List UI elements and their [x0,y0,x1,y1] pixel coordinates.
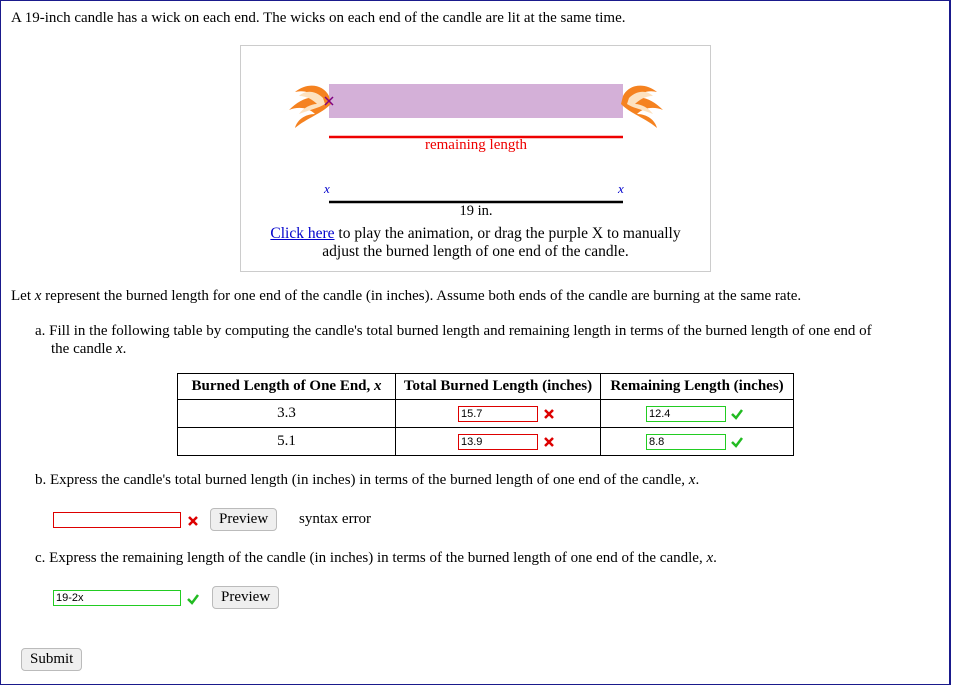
right-flame-icon [621,86,663,128]
burned-value: 5.1 [178,428,396,456]
variable-definition: Let x represent the burned length for one end of the candle (in inches). Assume both ends of the candle are burning at the same rate. [11,288,802,304]
candle-body [329,84,623,118]
answer-table [177,373,794,456]
part-c-prompt: c. Express the remaining length of the candle (in inches) in terms of the burned length of one end of the candle, x. [35,550,717,566]
part-b-prompt: b. Express the candle's total burned length (in inches) in terms of the burned length of one end of the candle, x. [35,472,700,488]
remaining-input[interactable] [646,406,726,422]
candle-animation [240,45,711,272]
header-total-burned: Total Burned Length (inches) [396,374,601,400]
total-burned-input[interactable] [458,406,538,422]
burned-value: 3.3 [178,400,396,428]
remaining-input[interactable] [646,434,726,450]
incorrect-x-icon [186,514,200,528]
left-flame-icon [289,86,331,128]
problem-intro: A 19-inch candle has a wick on each end. The wicks on each end of the candle are lit at the same time. [11,10,626,26]
part-c-answer-input[interactable] [53,590,181,606]
correct-check-icon [186,592,200,606]
total-burned-input[interactable] [458,434,538,450]
right-x-label: x [618,181,624,196]
incorrect-x-icon [542,407,556,421]
table-row [178,400,794,428]
remaining-length-label: remaining length [424,137,528,153]
correct-check-icon [730,435,744,449]
syntax-error-message: syntax error [299,511,372,527]
total-length-label: 19 in. [459,203,493,219]
part-b-answer-input[interactable] [53,512,181,528]
animation-caption [241,225,710,261]
correct-check-icon [730,407,744,421]
table-header-row [178,374,794,400]
submit-button[interactable]: Submit [21,648,82,671]
part-a-prompt: a. Fill in the following table by computing the candle's total burned length and remaining length in terms of the burned length of one end of the candle x. [35,323,872,357]
part-c-preview-button[interactable]: Preview [212,586,279,609]
left-x-label: x [324,181,330,196]
header-burned-length: Burned Length of One End, x [178,374,396,400]
caption-line2: adjust the burned length of one end of the candle. [322,243,629,260]
incorrect-x-icon [542,435,556,449]
header-remaining: Remaining Length (inches) [601,374,794,400]
caption-text: to play the animation, or drag the purple X to manually [334,225,681,242]
play-animation-link[interactable]: Click here [270,225,335,242]
part-b-preview-button[interactable]: Preview [210,508,277,531]
table-row [178,428,794,456]
